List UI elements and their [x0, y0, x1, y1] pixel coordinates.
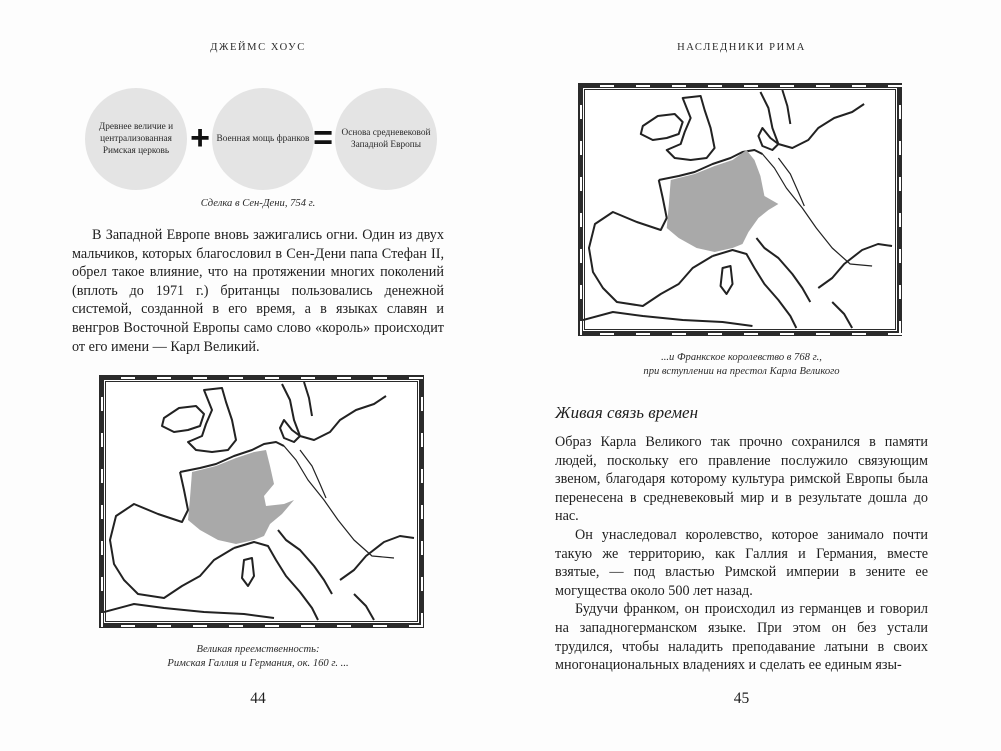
diagram-circle-result [335, 88, 437, 190]
europe-map-icon [104, 380, 419, 623]
running-head-author: ДЖЕЙМС ХОУС [210, 42, 306, 53]
section-heading: Живая связь времен [555, 403, 699, 422]
map-caption-line2: при вступлении на престол Карла Великого [643, 366, 840, 377]
paragraph: Он унаследовал королевство, которое занимало почти такую же территорию, как Галлия и Германия, вместе взятые, — под властью Римской империи в зените ее могущества около 500 лет назад. [555, 526, 928, 599]
page-number: 45 [733, 690, 750, 707]
map-caption-line2: Римская Галлия и Германия, ок. 160 г. ... [167, 658, 349, 669]
left-body-text [72, 226, 444, 356]
map-roman-gaul-germania [99, 375, 424, 628]
equation-diagram [85, 88, 437, 190]
right-page [500, 0, 1001, 751]
paragraph: В Западной Европе вновь зажигались огни. Один из двух мальчиков, которых благословил в Сен-Дени папа Стефан II, обрел такое влияние, что на протяжении многих поколений (вплоть до 1971 г.) британцы пользовались денежной системой, созданной в его время, а в языках славян и венгров Восточной Европы само слово «король» происходит от его имени — Карл Великий. [72, 227, 444, 355]
map-caption-line1: ...и Франкское королевство в 768 г., [661, 352, 822, 363]
diagram-circle-church [85, 88, 187, 190]
diagram-circle-text: Древнее величие и централизованная Римская церковь [98, 122, 174, 156]
equals-icon: = [313, 119, 333, 157]
paragraph: Будучи франком, он происходил из германцев и говорил на западногерманском языке. При этом он без устали трудился, чтобы наладить преподавание латыни в своих многонациональных владениях и сделать ее единым язы- [555, 601, 928, 674]
diagram-circle-text: Основа средневековой Западной Европы [341, 128, 431, 150]
running-head-title: НАСЛЕДНИКИ РИМА [677, 42, 806, 53]
map-frankish-kingdom [578, 83, 902, 336]
diagram-circle-text: Военная мощь франков [216, 134, 310, 144]
paragraph: Образ Карла Великого так прочно сохранился в памяти людей, поскольку его правление послужило связующим звеном, благодаря которому культура римской Европы была перенесена в средневековый мир и в результате дошла до нас. [555, 434, 928, 525]
left-page [0, 0, 500, 751]
map-caption [555, 351, 928, 379]
plus-icon: + [190, 119, 210, 157]
right-body-text [555, 433, 928, 675]
diagram-caption: Сделка в Сен-Дени, 754 г. [200, 198, 316, 209]
europe-map-icon [583, 88, 897, 331]
page-number: 44 [250, 690, 266, 707]
map-caption-line1: Великая преемственность: [196, 644, 320, 655]
diagram-circle-franks [212, 88, 314, 190]
map-caption [72, 643, 444, 671]
